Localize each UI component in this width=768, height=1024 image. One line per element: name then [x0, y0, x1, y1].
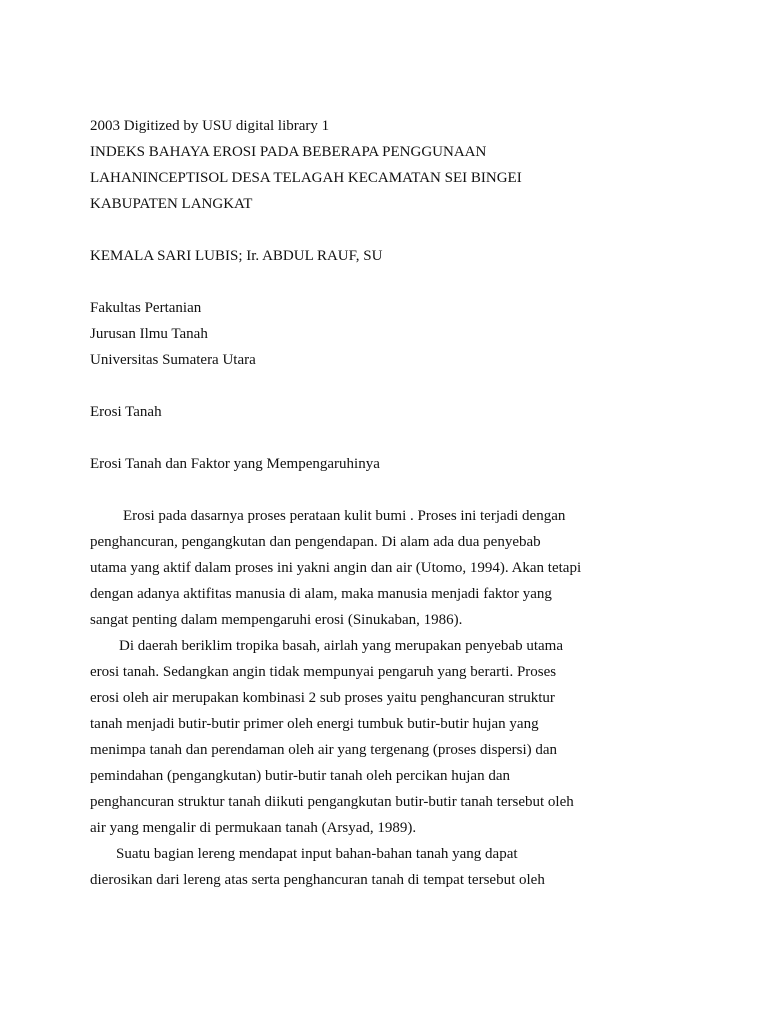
- university: Universitas Sumatera Utara: [90, 352, 256, 368]
- paragraph-line: air yang mengalir di permukaan tanah (Arsyad, 1989).: [90, 820, 417, 836]
- paragraph-line: utama yang aktif dalam proses ini yakni angin dan air (Utomo, 1994). Akan tetapi: [90, 560, 582, 576]
- section-heading: Erosi Tanah: [90, 404, 162, 420]
- paragraph-line: erosi oleh air merupakan kombinasi 2 sub proses yaitu penghancuran struktur: [90, 690, 555, 706]
- paragraph-line: pemindahan (pengangkutan) butir-butir tanah oleh percikan hujan dan: [90, 768, 510, 784]
- title-line: INDEKS BAHAYA EROSI PADA BEBERAPA PENGGUNAAN: [90, 144, 487, 160]
- paragraph-2: [90, 633, 690, 841]
- paragraph-line: penghancuran struktur tanah diikuti pengangkutan butir-butir tanah tersebut oleh: [90, 794, 574, 810]
- subsection-heading: Erosi Tanah dan Faktor yang Mempengaruhinya: [90, 456, 380, 472]
- paragraph-line: dierosikan dari lereng atas serta penghancuran tanah di tempat tersebut oleh: [90, 872, 545, 888]
- department: Jurusan Ilmu Tanah: [90, 326, 208, 342]
- document-body: [90, 113, 690, 893]
- paragraph-1: [90, 503, 690, 633]
- paragraph-line: dengan adanya aktifitas manusia di alam, maka manusia menjadi faktor yang: [90, 586, 552, 602]
- paragraph-line: Suatu bagian lereng mendapat input bahan-bahan tanah yang dapat: [116, 846, 518, 862]
- title-line: KABUPATEN LANGKAT: [90, 196, 253, 212]
- paragraph-line: Erosi pada dasarnya proses perataan kulit bumi . Proses ini terjadi dengan: [123, 508, 566, 524]
- paragraph-line: menimpa tanah dan perendaman oleh air yang tergenang (proses dispersi) dan: [90, 742, 558, 758]
- authors: KEMALA SARI LUBIS; Ir. ABDUL RAUF, SU: [90, 248, 383, 264]
- paragraph-3: [90, 841, 690, 893]
- paragraph-line: sangat penting dalam mempengaruhi erosi (Sinukaban, 1986).: [90, 612, 463, 628]
- faculty: Fakultas Pertanian: [90, 300, 202, 316]
- paragraph-line: Di daerah beriklim tropika basah, airlah yang merupakan penyebab utama: [119, 638, 563, 654]
- document-title: [90, 139, 690, 217]
- paragraph-line: penghancuran, pengangkutan dan pengendapan. Di alam ada dua penyebab: [90, 534, 541, 550]
- paragraph-line: erosi tanah. Sedangkan angin tidak mempunyai pengaruh yang berarti. Proses: [90, 664, 557, 680]
- title-line: LAHANINCEPTISOL DESA TELAGAH KECAMATAN SEI BINGEI: [90, 170, 522, 186]
- affiliation: [90, 295, 690, 373]
- paragraph-line: tanah menjadi butir-butir primer oleh energi tumbuk butir-butir hujan yang: [90, 716, 539, 732]
- digitized-line: 2003 Digitized by USU digital library 1: [90, 118, 330, 134]
